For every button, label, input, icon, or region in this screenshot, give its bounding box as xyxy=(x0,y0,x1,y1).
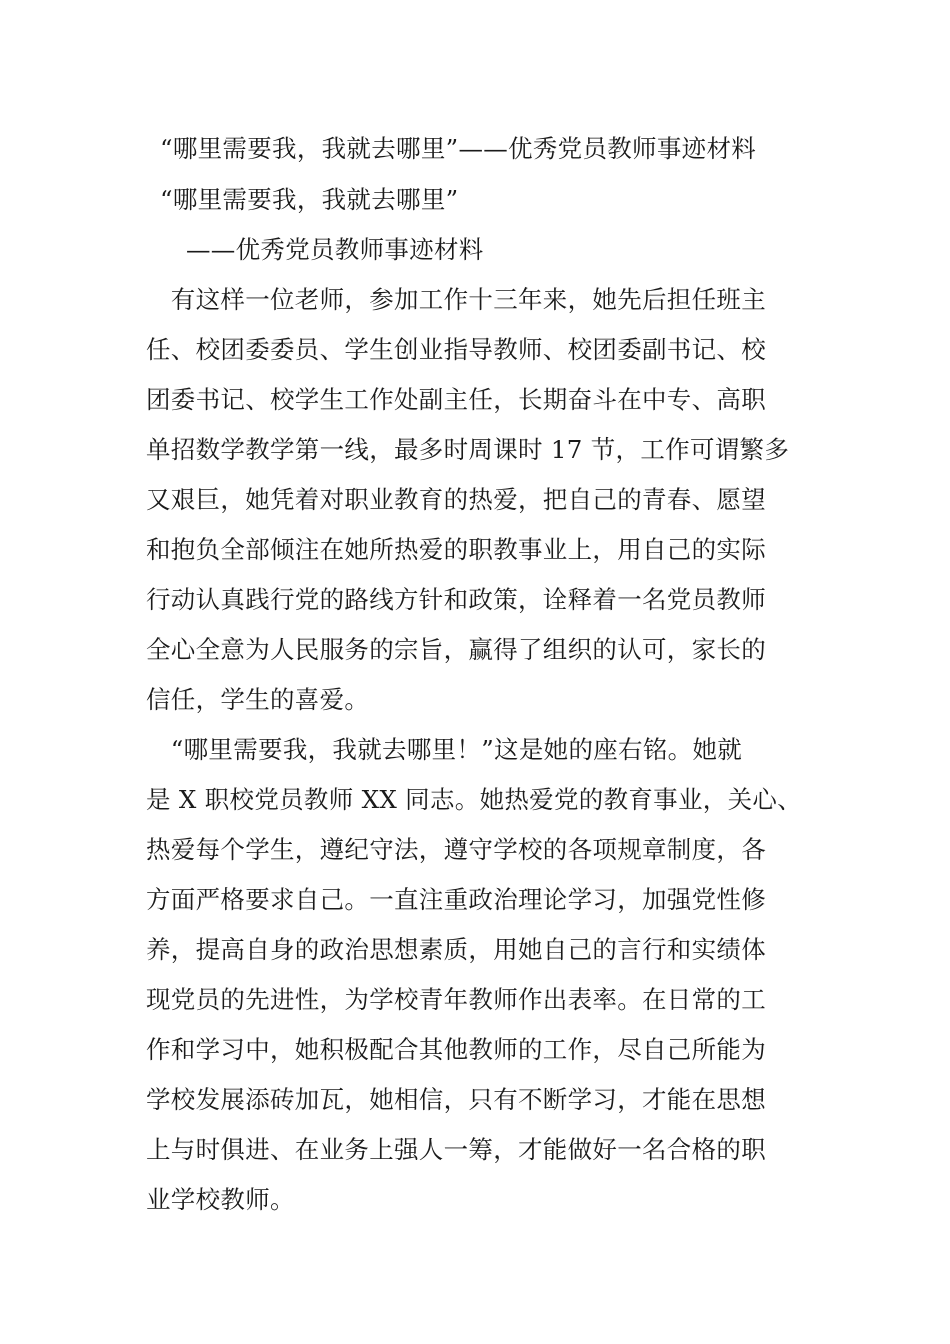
paragraph-1-line: 团委书记、校学生工作处副主任，长期奋斗在中专、高职 xyxy=(146,385,766,414)
paragraph-1-line: 有这样一位老师，参加工作十三年来，她先后担任班主 xyxy=(146,285,766,314)
paragraph-1-line: 信任，学生的喜爱。 xyxy=(146,685,370,714)
document-title-full: “哪里需要我，我就去哪里”——优秀党员教师事迹材料 xyxy=(160,134,757,163)
document-title-sub: ——优秀党员教师事迹材料 xyxy=(186,235,484,264)
paragraph-2-line: “哪里需要我，我就去哪里！”这是她的座右铭。她就 xyxy=(146,735,743,764)
paragraph-2-line: 现党员的先进性，为学校青年教师作出表率。在日常的工 xyxy=(146,985,766,1014)
paragraph-1-line: 又艰巨，她凭着对职业教育的热爱，把自己的青春、愿望 xyxy=(146,485,766,514)
paragraph-1-line: 和抱负全部倾注在她所热爱的职教事业上，用自己的实际 xyxy=(146,535,766,564)
paragraph-2-line: 学校发展添砖加瓦，她相信，只有不断学习，才能在思想 xyxy=(146,1085,766,1114)
document-title-main: “哪里需要我，我就去哪里” xyxy=(160,185,459,214)
paragraph-1-line: 行动认真践行党的路线方针和政策，诠释着一名党员教师 xyxy=(146,585,766,614)
paragraph-2-line: 作和学习中，她积极配合其他教师的工作，尽自己所能为 xyxy=(146,1035,766,1064)
paragraph-2-line: 业学校教师。 xyxy=(146,1185,295,1214)
paragraph-1-line: 单招数学教学第一线，最多时周课时 17 节，工作可谓繁多 xyxy=(146,435,790,464)
paragraph-1-line: 任、校团委委员、学生创业指导教师、校团委副书记、校 xyxy=(146,335,766,364)
paragraph-2-line: 方面严格要求自己。一直注重政治理论学习，加强党性修 xyxy=(146,885,766,914)
paragraph-2-line: 是 X 职校党员教师 XX 同志。她热爱党的教育事业，关心、 xyxy=(146,785,802,814)
paragraph-2-line: 上与时俱进、在业务上强人一筹，才能做好一名合格的职 xyxy=(146,1135,766,1164)
paragraph-1-line: 全心全意为人民服务的宗旨，赢得了组织的认可，家长的 xyxy=(146,635,766,664)
paragraph-2-line: 养，提高自身的政治思想素质，用她自己的言行和实绩体 xyxy=(146,935,766,964)
paragraph-2-line: 热爱每个学生，遵纪守法，遵守学校的各项规章制度，各 xyxy=(146,835,766,864)
